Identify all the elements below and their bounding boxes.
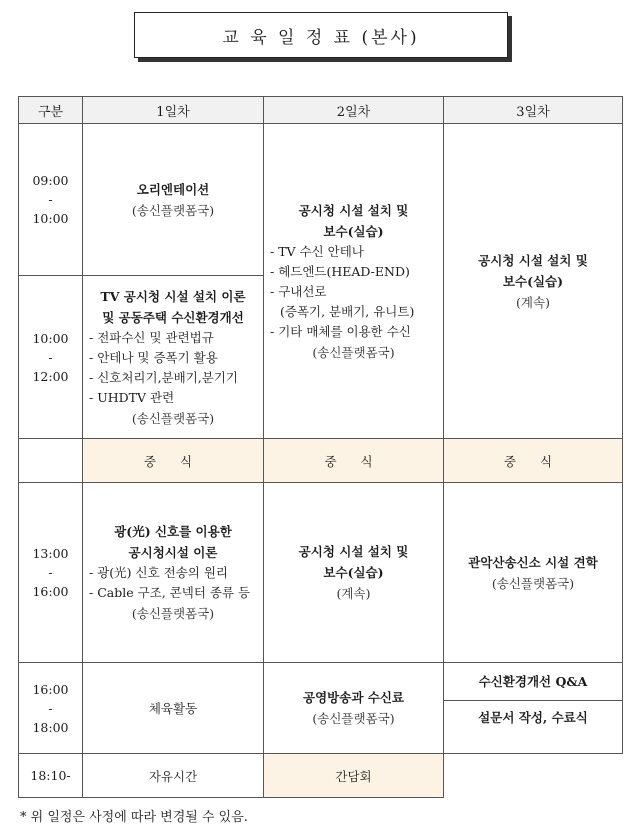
day1-orientation — [83, 124, 264, 276]
table-row — [19, 124, 623, 276]
time-dash: - — [48, 700, 53, 716]
time-end: 16:00 — [32, 584, 69, 599]
day3-tour — [444, 483, 623, 663]
session-title: 공시청 시설 설치 및 — [298, 202, 409, 218]
session-org: (송신플랫폼국) — [131, 606, 215, 621]
list-item: - 헤드엔드(HEAD-END) — [270, 263, 410, 279]
day2-talk: 간담회 — [264, 754, 444, 798]
time-start: 10:00 — [32, 330, 69, 346]
day3-empty — [444, 754, 623, 798]
time-dash: - — [48, 192, 53, 207]
day1-sports: 체육활동 — [83, 663, 264, 754]
session-title: 및 공동주택 수신환경개선 — [102, 309, 244, 325]
day1-free: 자유시간 — [83, 754, 264, 798]
session-title: 공시청시설 이론 — [128, 545, 218, 560]
time-start: 13:00 — [32, 546, 69, 561]
day3-practice — [444, 124, 623, 439]
time-slot — [19, 663, 83, 754]
table-row — [19, 483, 623, 663]
time-end: 12:00 — [32, 368, 69, 384]
day3-lunch: 중 식 — [444, 439, 623, 483]
day1-optical — [83, 483, 264, 663]
list-item: - Cable 구조, 콘넥터 종류 등 — [89, 585, 251, 600]
header-day3: 3일차 — [444, 97, 623, 124]
day1-lunch: 중 식 — [83, 439, 264, 483]
session-note: (계속) — [336, 586, 371, 601]
session-title: 수신환경개선 Q&A — [444, 663, 622, 701]
day2-practice — [264, 124, 444, 439]
session-title: 공시청 시설 설치 및 — [298, 544, 409, 559]
time-dash: - — [48, 349, 53, 365]
session-org: (송신플랫폼국) — [131, 410, 215, 426]
time-slot: 18:10- — [19, 754, 83, 798]
header-day1: 1일차 — [83, 97, 264, 124]
session-org: (송신플랫폼국) — [312, 711, 395, 726]
page-title: 교 육 일 정 표 (본사) — [134, 12, 508, 58]
time-slot — [19, 483, 83, 663]
session-title: 설문서 작성, 수료식 — [478, 710, 588, 725]
session-title: 오리엔테이션 — [136, 181, 210, 197]
session-title: 공영방송과 수신료 — [303, 690, 404, 705]
session-title: 공시청 시설 설치 및 — [478, 252, 588, 268]
list-item: (증폭기, 분배기, 유니트) — [280, 303, 415, 319]
day1-tv-theory — [83, 276, 264, 439]
session-title: 광(光) 신호를 이용한 — [114, 524, 232, 539]
list-item: - 신호처리기,분배기,분기기 — [89, 369, 238, 385]
time-start: 09:00 — [32, 173, 69, 188]
list-item: - 광(光) 신호 전송의 원리 — [89, 565, 228, 580]
table-row — [19, 439, 623, 483]
session-org: (송신플랫폼국) — [491, 575, 575, 591]
table-row — [19, 663, 623, 754]
session-title: TV 공시청 시설 설치 이론 — [100, 288, 246, 304]
list-item: - 기타 매체를 이용한 수신 — [270, 323, 411, 339]
day3-qa-survey — [444, 663, 623, 754]
header-row — [19, 97, 623, 124]
session-title: 보수(실습) — [323, 565, 384, 580]
session-org: (송신플랫폼국) — [131, 202, 215, 218]
session-org: (송신플랫폼국) — [312, 344, 395, 360]
header-day2: 2일차 — [264, 97, 444, 124]
time-slot — [19, 276, 83, 439]
session-title: 보수(실습) — [502, 273, 564, 289]
list-item: - 안테나 및 증폭기 활용 — [89, 349, 218, 365]
day2-broadcast — [264, 663, 444, 754]
footnote: * 위 일정은 사정에 따라 변경될 수 있음. — [20, 810, 248, 825]
list-item: - 전파수신 및 관련법규 — [89, 329, 214, 345]
time-slot-empty — [19, 439, 83, 483]
session-title: 관악산송신소 시설 견학 — [468, 554, 598, 570]
time-slot — [19, 124, 83, 276]
session-title: 보수(실습) — [323, 223, 384, 239]
time-end: 18:00 — [32, 719, 69, 735]
schedule-table — [18, 96, 623, 798]
list-item: - TV 수신 안테나 — [270, 243, 364, 259]
header-category: 구분 — [19, 97, 83, 124]
day2-lunch: 중 식 — [264, 439, 444, 483]
time-end: 10:00 — [32, 211, 69, 226]
time-start: 16:00 — [32, 681, 69, 697]
list-item: - 구내선로 — [270, 283, 327, 299]
time-dash: - — [48, 565, 53, 580]
list-item: - UHDTV 관련 — [89, 389, 175, 405]
day2-practice-continued — [264, 483, 444, 663]
session-note: (계속) — [516, 294, 550, 310]
table-row — [19, 754, 623, 798]
